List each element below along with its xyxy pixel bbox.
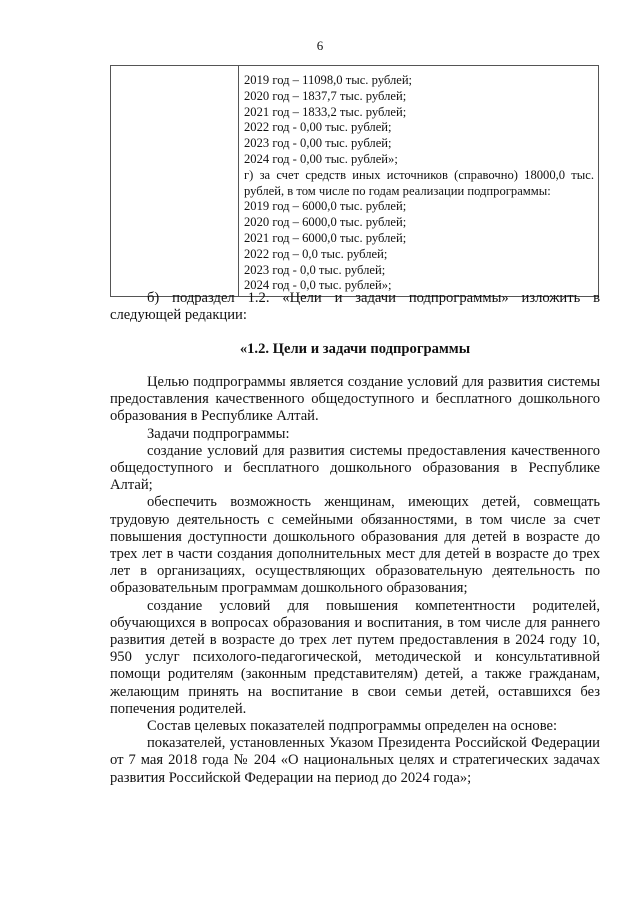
funding-line-2019: 2019 год – 11098,0 тыс. рублей;: [244, 73, 413, 87]
table-row: [111, 66, 599, 297]
indicators-paragraph: Состав целевых показателей подпрограммы определен на основе:: [147, 718, 558, 735]
other-line-2020: 2020 год – 6000,0 тыс. рублей;: [244, 215, 407, 230]
table-right-cell: [239, 66, 599, 297]
other-line-2022: 2022 год – 0,0 тыс. рублей;: [244, 246, 388, 261]
main-text: [110, 374, 600, 787]
other-line-2024: 2024 год - 0,0 тыс. рублей»;: [244, 278, 392, 293]
other-sources-line: г) за счет средств иных источников (справочно) 18000,0 тыс. рублей, в том числе по годам реализации подпрограммы:: [244, 167, 594, 198]
intro-paragraph: б) подраздел 1.2. «Цели и задачи подпрограммы» изложить в следующей редакции:: [110, 290, 600, 324]
decree-paragraph: показателей, установленных Указом Президента Российской Федерации от 7 мая 2018 года № 204 «О национальных целях и стратегических задачах развития Российской Федерации на период до 2024 года»;: [110, 735, 600, 786]
funding-line-2023: 2023 год - 0,00 тыс. рублей;: [244, 136, 392, 151]
goal-paragraph: Целью подпрограммы является создание условий для развития системы предоставления качественного общедоступного и бесплатного дошкольного образования в Республике Алтай.: [110, 374, 600, 425]
intro-block: [110, 290, 600, 324]
task-paragraph-3: создание условий для повышения компетентности родителей, обучающихся в вопросах образования и воспитания, в том числе для раннего развития детей в возрасте до трех лет путем предоставления в 2024 году 10, 950 услуг психолого-педагогической, методической и консультативной помощи родителям (законным представителям) детей, а также гражданам, желающим принять на воспитание в свои семьи детей, оставшихся без попечения родителей.: [110, 597, 600, 717]
tasks-label: Задачи подпрограммы:: [147, 425, 290, 442]
page-number: 6: [316, 38, 324, 53]
other-line-2023: 2023 год - 0,0 тыс. рублей;: [244, 262, 386, 277]
funding-line-2020: 2020 год – 1837,7 тыс. рублей;: [244, 88, 407, 103]
other-line-2019: 2019 год – 6000,0 тыс. рублей;: [244, 199, 407, 214]
funding-line-2022: 2022 год - 0,00 тыс. рублей;: [244, 120, 392, 135]
other-line-2021: 2021 год – 6000,0 тыс. рублей;: [244, 230, 407, 245]
funding-line-2024: 2024 год - 0,00 тыс. рублей»;: [244, 151, 398, 166]
task-paragraph-2: обеспечить возможность женщинам, имеющих детей, совмещать трудовую деятельность с семейными обязанностями, в том числе за счет повышения доступности дошкольного образования для детей в возрасте до трех лет в части создания дополнительных мест для детей в возрасте до трех лет в организациях, осуществляющих образовательную деятельность по образовательным программам дошкольного образования;: [110, 494, 600, 597]
funding-table: [110, 65, 599, 297]
task-paragraph-1: создание условий для развития системы предоставления качественного общедоступного и бесплатного дошкольного образования в Республике Алтай;: [110, 442, 600, 494]
section-heading: «1.2. Цели и задачи подпрограммы: [239, 341, 471, 357]
funding-line-2021: 2021 год – 1833,2 тыс. рублей;: [244, 104, 407, 119]
table-left-cell: [111, 66, 239, 297]
